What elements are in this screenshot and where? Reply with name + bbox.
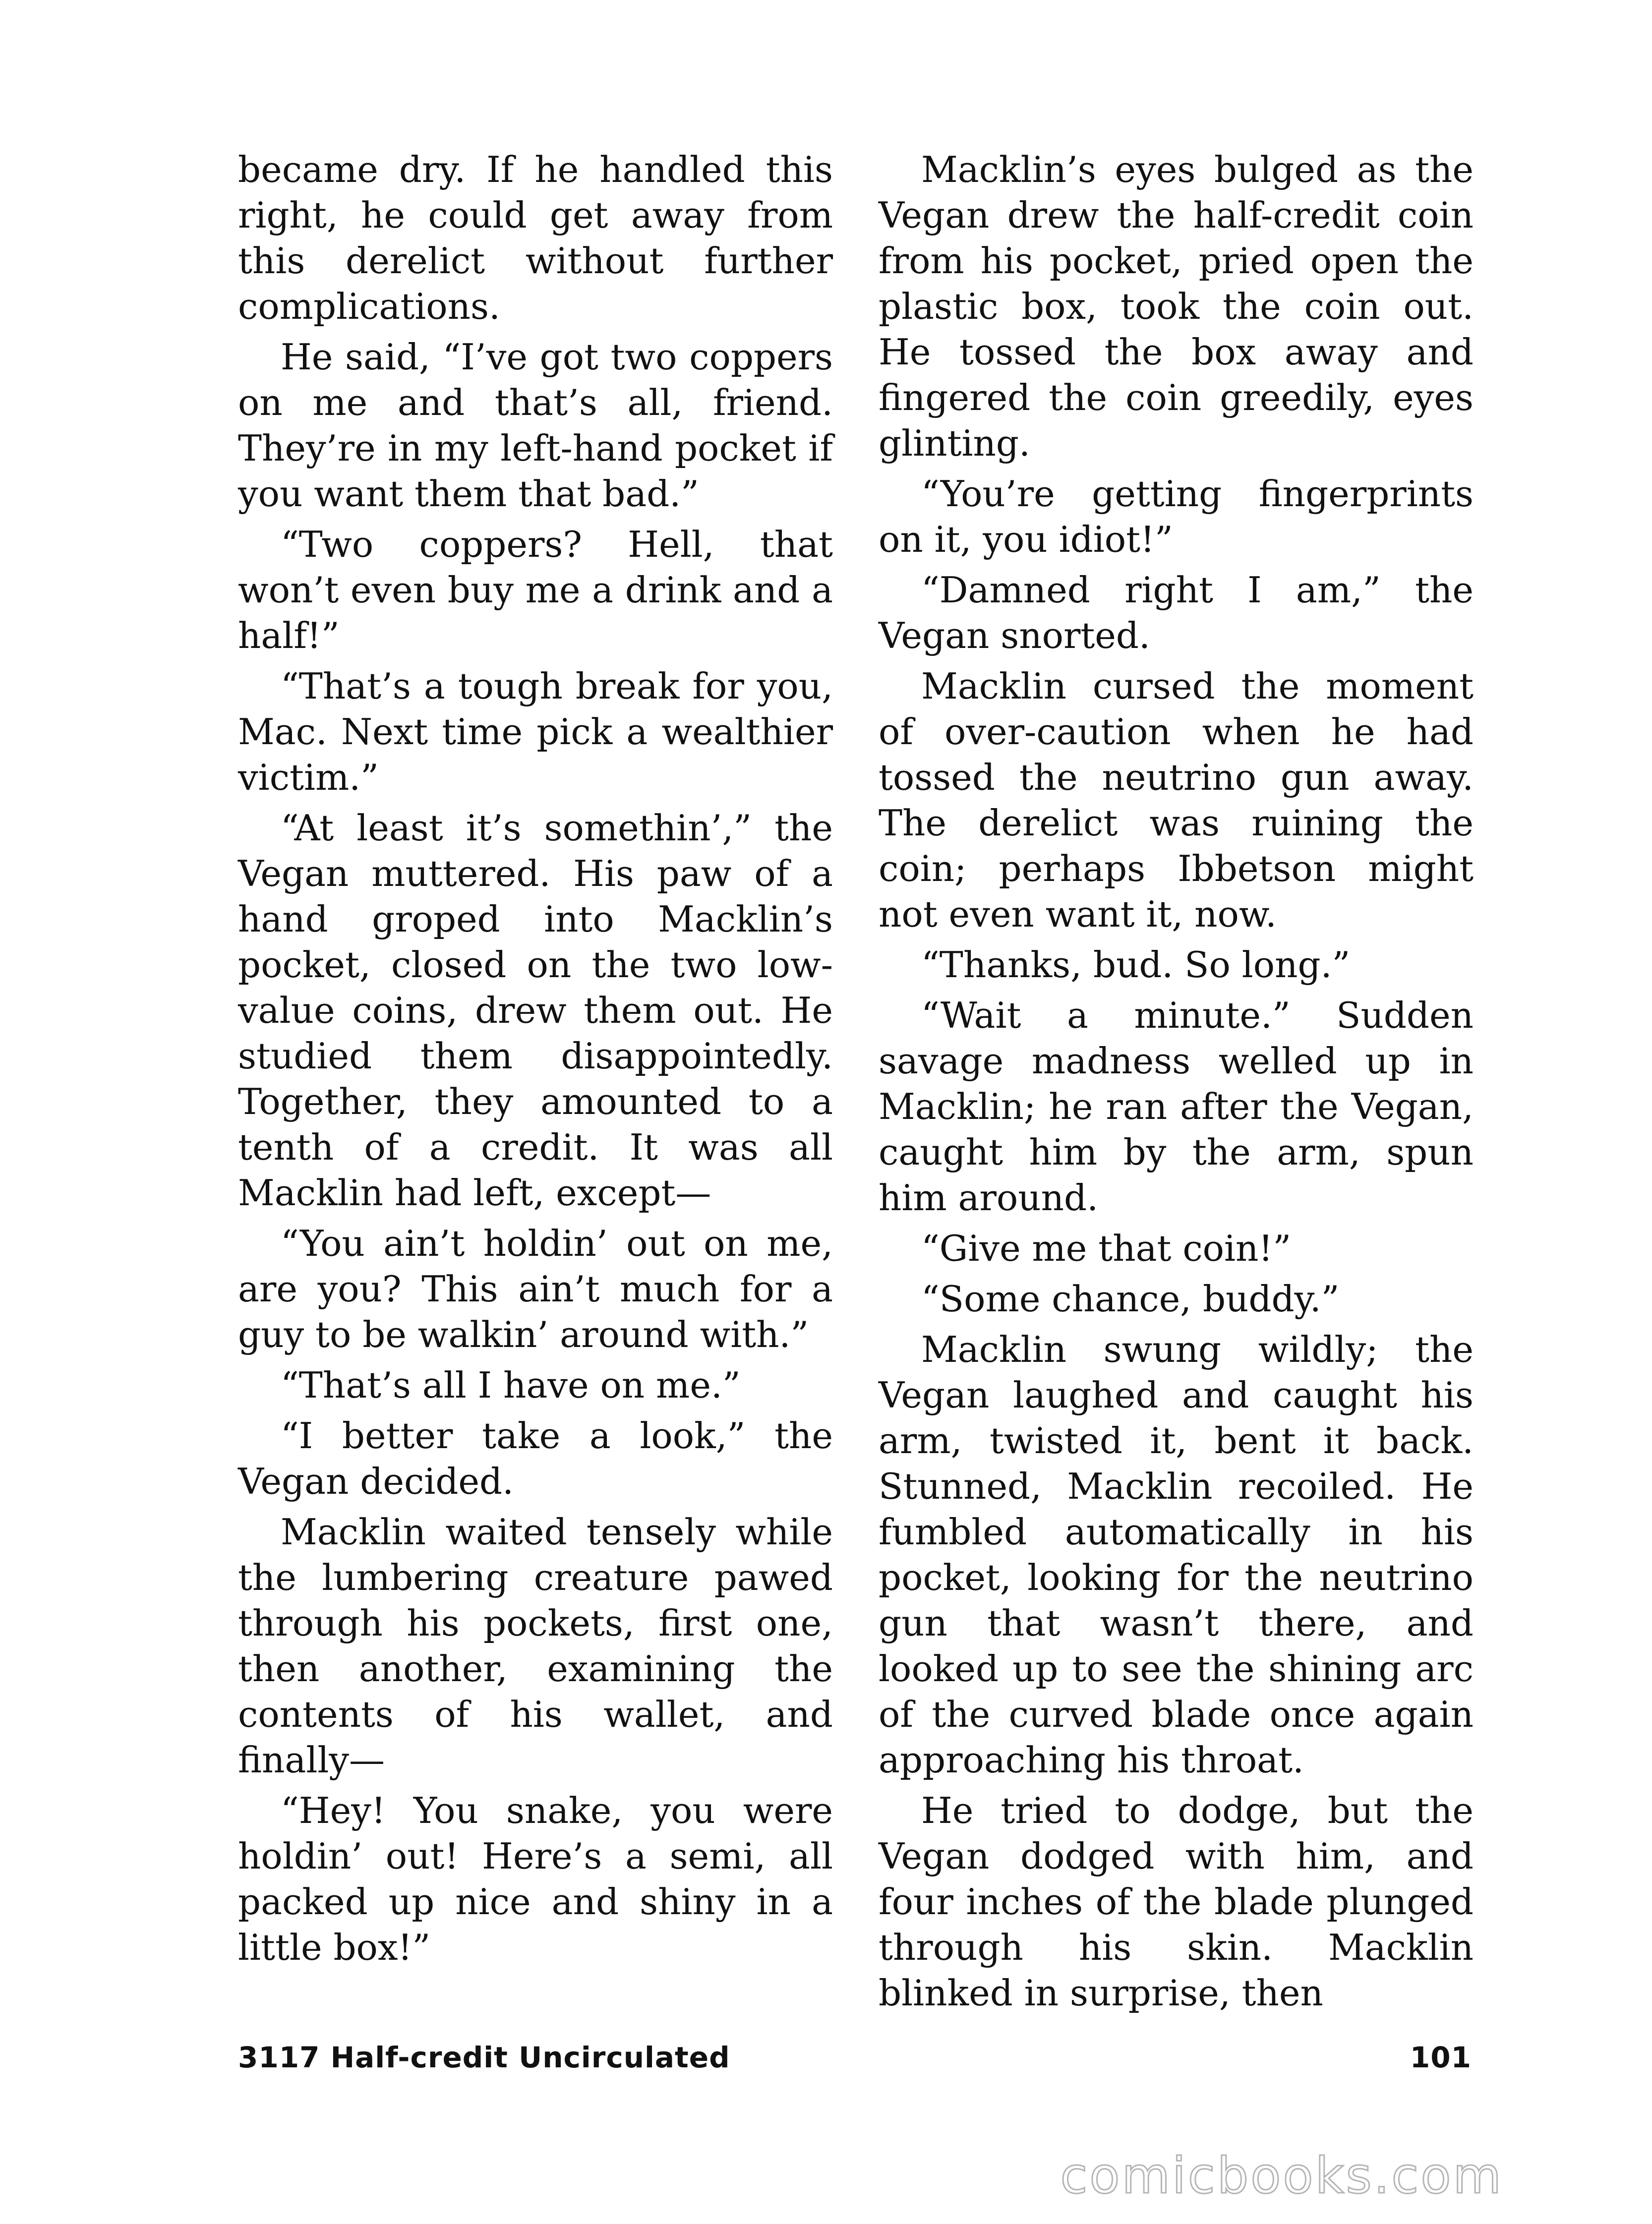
- paragraph: “Two coppers? Hell, that won’t even buy me a drink and a half!”: [238, 524, 833, 656]
- paragraph: “Damned right I am,” the Vegan snorted.: [879, 569, 1474, 656]
- paragraph: Macklin cursed the moment of over-caution when he had tossed the neutrino gun away. The derelict was ruining the coin; perhaps Ibbetson might not even want it, now.: [879, 665, 1474, 935]
- running-footer-title: 3117 Half-credit Uncirculated: [238, 2041, 730, 2074]
- site-watermark: comicbooks.com: [1060, 2147, 1503, 2205]
- paragraph: “Wait a minute.” Sudden savage madness welled up in Macklin; he ran after the Vegan, caught him by the arm, spun him around.: [879, 995, 1474, 1219]
- paragraph: “That’s a tough break for you, Mac. Next time pick a wealthier victim.”: [238, 665, 833, 798]
- paragraph: “At least it’s somethin’,” the Vegan muttered. His paw of a hand groped into Macklin’s pocket, closed on the two low-value coins, drew them out. He studied them disappointedly. Together, they amounted to a tenth of a credit. It was all Macklin had left, except—: [238, 807, 833, 1214]
- paragraph: became dry. If he handled this right, he could get away from this derelict without further complications.: [238, 149, 833, 327]
- paragraph: He said, “I’ve got two coppers on me and that’s all, friend. They’re in my left-hand pocket if you want them that bad.”: [238, 336, 833, 515]
- paragraph: “That’s all I have on me.”: [281, 1364, 741, 1406]
- paragraph: “You ain’t holdin’ out on me, are you? This ain’t much for a guy to be walkin’ around with.”: [238, 1223, 833, 1355]
- paragraph: “Hey! You snake, you were holdin’ out! Here’s a semi, all packed up nice and shiny in a little box!”: [238, 1790, 833, 1968]
- right-text-column: [879, 147, 1474, 2021]
- paragraph: Macklin swung wildly; the Vegan laughed and caught his arm, twisted it, bent it back. Stunned, Macklin recoiled. He fumbled automatically in his pocket, looking for the neutrino gun that wasn’t there, and looked up to see the shining arc of the curved blade once again approaching his throat.: [879, 1329, 1474, 1781]
- paragraph: “Thanks, bud. So long.”: [921, 944, 1351, 986]
- paragraph: He tried to dodge, but the Vegan dodged with him, and four inches of the blade plunged through his skin. Macklin blinked in surprise, then: [879, 1790, 1474, 2014]
- paragraph: “You’re getting fingerprints on it, you idiot!”: [879, 473, 1474, 560]
- paragraph: “I better take a look,” the Vegan decided.: [238, 1415, 833, 1502]
- paragraph: Macklin waited tensely while the lumbering creature pawed through his pockets, first one, then another, examining the contents of his wallet, and finally—: [238, 1511, 833, 1781]
- paragraph: Macklin’s eyes bulged as the Vegan drew the half-credit coin from his pocket, pried open the plastic box, took the coin out. He tossed the box away and fingered the coin greedily, eyes glinting.: [879, 149, 1474, 464]
- left-text-column: [238, 147, 833, 1975]
- paragraph: “Some chance, buddy.”: [921, 1278, 1340, 1320]
- paragraph: “Give me that coin!”: [921, 1228, 1292, 1269]
- page-number: 101: [1410, 2041, 1472, 2074]
